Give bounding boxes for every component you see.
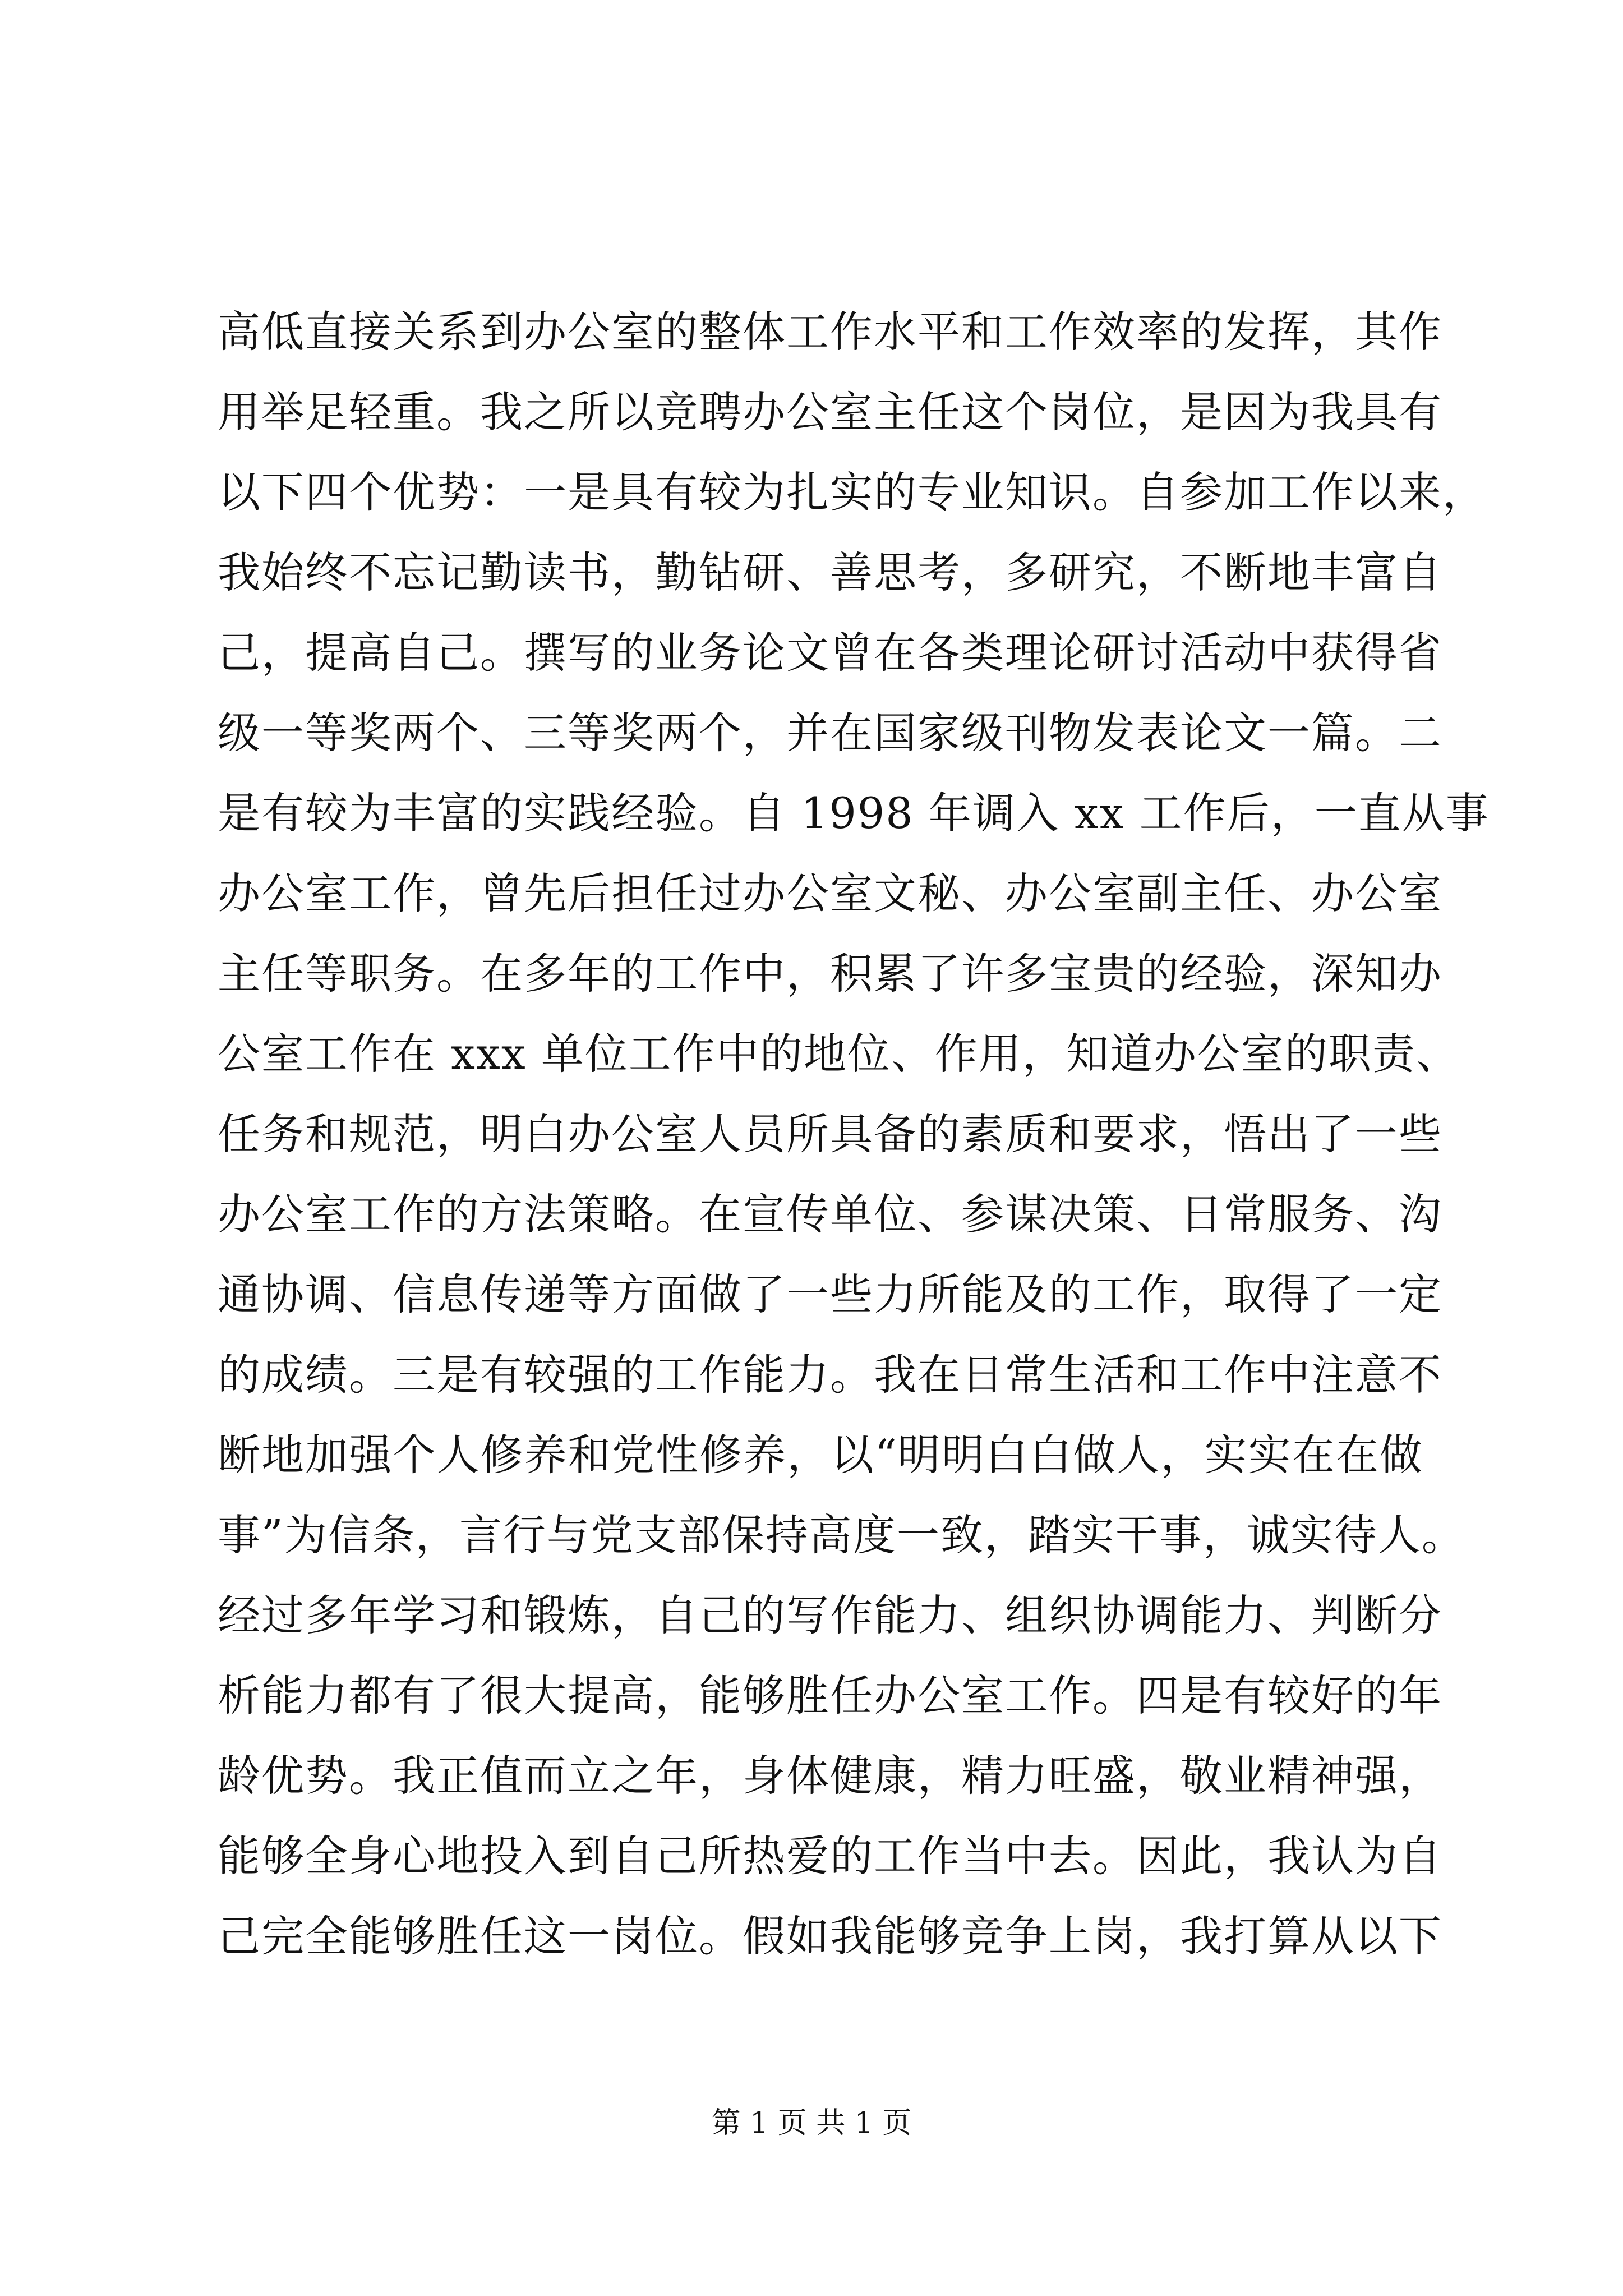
body-paragraph: [218, 292, 1490, 1976]
text-line: 是有较为丰富的实践经验。自 1998 年调入 xx 工作后，一直从事: [218, 788, 1490, 838]
text-line: 能够全身心地投入到自己所热爱的工作当中去。因此，我认为自: [218, 1831, 1442, 1881]
text-line: 断地加强个人修养和党性修养，以“明明白白做人，实实在在做: [218, 1430, 1423, 1480]
text-line: 高低直接关系到办公室的整体工作水平和工作效率的发挥，其作: [218, 307, 1442, 357]
text-line: 的成绩。三是有较强的工作能力。我在日常生活和工作中注意不: [218, 1350, 1442, 1400]
text-line: 公室工作在 xxx 单位工作中的地位、作用，知道办公室的职责、: [218, 1029, 1460, 1079]
text-line: 龄优势。我正值而立之年，身体健康，精力旺盛，敬业精神强，: [218, 1751, 1442, 1801]
text-line: 办公室工作的方法策略。在宣传单位、参谋决策、日常服务、沟: [218, 1189, 1442, 1239]
text-line: 以下四个优势：一是具有较为扎实的专业知识。自参加工作以来，: [218, 467, 1486, 517]
text-line: 办公室工作，曾先后担任过办公室文秘、办公室副主任、办公室: [218, 868, 1442, 918]
page-number: 第 1 页 共 1 页: [711, 2106, 912, 2140]
text-line: 任务和规范，明白办公室人员所具备的素质和要求，悟出了一些: [218, 1109, 1442, 1159]
text-line: 事”为信条，言行与党支部保持高度一致，踏实干事，诚实待人。: [218, 1510, 1465, 1560]
text-line: 主任等职务。在多年的工作中，积累了许多宝贵的经验，深知办: [218, 949, 1442, 999]
text-line: 级一等奖两个、三等奖两个，并在国家级刊物发表论文一篇。二: [218, 708, 1442, 758]
text-line: 析能力都有了很大提高，能够胜任办公室工作。四是有较好的年: [218, 1671, 1442, 1720]
text-line: 我始终不忘记勤读书，勤钻研、善思考，多研究，不断地丰富自: [218, 547, 1442, 597]
page-footer: [0, 2101, 1623, 2146]
text-line: 通协调、信息传递等方面做了一些力所能及的工作，取得了一定: [218, 1269, 1442, 1319]
text-line: 经过多年学习和锻炼，自己的写作能力、组织协调能力、判断分: [218, 1590, 1442, 1640]
text-line: 己完全能够胜任这一岗位。假如我能够竞争上岗，我打算从以下: [218, 1911, 1442, 1961]
text-line: 己，提高自己。撰写的业务论文曾在各类理论研讨活动中获得省: [218, 628, 1442, 678]
text-line: 用举足轻重。我之所以竞聘办公室主任这个岗位，是因为我具有: [218, 387, 1442, 437]
